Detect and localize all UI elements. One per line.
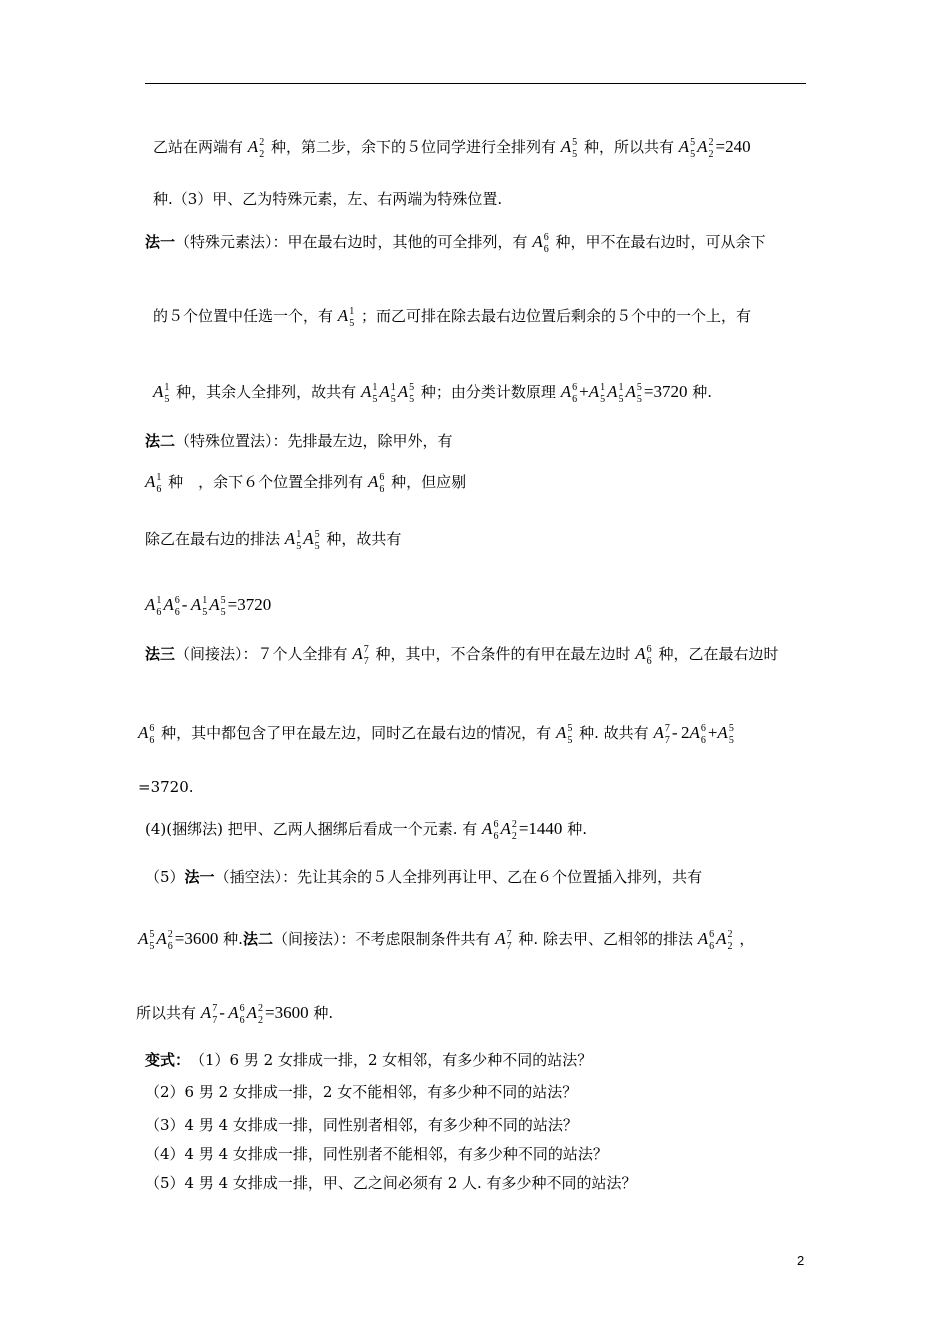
variants-line-4 (145, 1143, 608, 1164)
math-A-6-1: A 1 6 (145, 471, 162, 496)
text: 种，其余人全排列，故共有 (176, 383, 357, 401)
paragraph-line-6 (145, 430, 453, 451)
text: 种，其中都包含了甲在最左边，同时乙在最右边的情况，有 (161, 724, 552, 742)
math-A-2-2: A 2 2 (247, 136, 265, 161)
text: （5） (145, 868, 185, 886)
variant-item: （1）6 男 2 女排成一排，2 女相邻，有多少种不同的站法？ (190, 1051, 593, 1069)
paragraph-line-11 (138, 722, 736, 747)
paragraph-line-1 (153, 136, 751, 161)
text: 种，所以共有 (583, 138, 674, 156)
text: (4)(捆绑法) 把甲、乙两人捆绑后看成一个元素. 有 (145, 820, 478, 838)
paragraph-line-8 (145, 528, 402, 553)
variants-line-3 (145, 1114, 578, 1135)
text: （特殊位置法）：先排最左边，除甲外，有 (175, 432, 453, 450)
math-A-6-6: A 6 6 (367, 471, 385, 496)
variants-line-2 (145, 1081, 577, 1102)
math-A-6-6: A 6 6 (138, 722, 155, 747)
paragraph-line-2 (153, 188, 502, 209)
math-expression: A 5 5 A 2 6 =3600 (138, 928, 219, 953)
text: （间接法）：７个人全排有 (175, 645, 348, 663)
text: 种. (567, 820, 587, 838)
paragraph-line-16 (136, 1002, 334, 1027)
math-A-5-1: A 1 5 (153, 381, 170, 406)
text: 种.（3）甲、乙为特殊元素，左、右两端为特殊位置. (153, 190, 503, 208)
text: 种，乙在最右边时 (658, 645, 779, 663)
variants-label: 变式： (145, 1051, 191, 1069)
text: ；而乙可排在除去最右边位置后剩余的５个中的一个上，有 (360, 307, 751, 325)
text: 的５个位置中任选一个，有 (153, 307, 334, 325)
variant-item: （2）6 男 2 女排成一排，2 女不能相邻，有多少种不同的站法？ (145, 1083, 578, 1101)
text: 种. (313, 1004, 334, 1022)
paragraph-line-15 (138, 928, 755, 953)
text: 种，甲不在最右边时，可从余下 (555, 233, 766, 251)
paragraph-line-5 (153, 381, 713, 406)
math-expression: A 5 5 A 2 2 =240 (678, 136, 751, 161)
text: ， (739, 930, 755, 948)
math-A-5-1: A 1 5 (337, 305, 355, 330)
method-label: 法二 (145, 432, 176, 450)
variant-item: （4）4 男 4 女排成一排，同性别者不能相邻，有多少种不同的站法？ (145, 1145, 608, 1163)
text: 种，故共有 (326, 530, 402, 548)
method-label: 法二 (242, 930, 273, 948)
paragraph-line-10 (145, 643, 779, 668)
variant-item: （3）4 男 4 女排成一排，同性别者相邻，有多少种不同的站法？ (145, 1116, 578, 1134)
text: =3720. (138, 778, 194, 796)
text: 种，但应剔 (391, 473, 467, 491)
text: 种，其中，不合条件的有甲在最左边时 (375, 645, 631, 663)
math-A-5-5: A 5 5 (560, 136, 578, 161)
variants-line-1 (145, 1049, 592, 1070)
text: 种；由分类计数原理 (420, 383, 556, 401)
math-expression: A 1 5 A 5 5 (284, 528, 320, 553)
paragraph-line-14 (145, 866, 702, 887)
text: （特殊元素法）：甲在最右边时，其他的可全排列，有 (175, 233, 528, 251)
text: （插空法）：先让其余的５人全排列再让甲、乙在６个位置插入排列，共有 (214, 868, 703, 886)
method-label: 法三 (145, 645, 176, 663)
math-expression: A 6 6 A 2 2 (697, 928, 733, 953)
text: （间接法）：不考虑限制条件共有 (272, 930, 491, 948)
text: 种. (223, 930, 243, 948)
variants-line-5 (145, 1172, 637, 1193)
text: 种. (692, 383, 713, 401)
header-rule (145, 83, 806, 84)
math-expression: A 7 7 - 2A 6 6 +A 5 5 (653, 722, 734, 747)
text: 所以共有 (136, 1004, 197, 1022)
math-A-6-6: A 6 6 (635, 643, 652, 668)
method-label: 法一 (184, 868, 215, 886)
text: 种. 除去甲、乙相邻的排法 (518, 930, 693, 948)
text: 乙站在两端有 (153, 138, 244, 156)
paragraph-line-13 (145, 818, 587, 843)
math-expression: A 6 6 A 2 2 =1440 (482, 818, 563, 843)
variant-item: （5）4 男 4 女排成一排，甲、乙之间必须有 2 人. 有多少种不同的站法？ (145, 1174, 637, 1192)
page-number: 2 (797, 1253, 805, 1268)
method-label: 法一 (145, 233, 176, 251)
math-expression: A 1 5 A 1 5 A 5 5 (360, 381, 415, 406)
math-expression: A 1 6 A 6 6 - A 1 5 A 5 5 =3720 (145, 594, 272, 619)
math-A-7-7: A 7 7 (352, 643, 369, 668)
paragraph-line-12 (138, 776, 194, 797)
math-A-6-6: A 6 6 (532, 231, 549, 256)
paragraph-line-3 (145, 231, 766, 256)
text: 种. 故共有 (579, 724, 649, 742)
text: 种 ，余下６个位置全排列有 (168, 473, 364, 491)
paragraph-line-7 (145, 471, 467, 496)
text: 种，第二步，余下的５位同学进行全排列有 (270, 138, 556, 156)
text: 除乙在最右边的排法 (145, 530, 281, 548)
math-A-5-5: A 5 5 (555, 722, 573, 747)
math-expression: A 7 7 - A 6 6 A 2 2 =3600 (200, 1002, 309, 1027)
math-expression: A 6 6 +A 1 5 A 1 5 A 5 5 =3720 (560, 381, 688, 406)
paragraph-line-4 (153, 305, 751, 330)
paragraph-line-9 (145, 594, 272, 619)
math-A-7-7: A 7 7 (495, 928, 512, 953)
